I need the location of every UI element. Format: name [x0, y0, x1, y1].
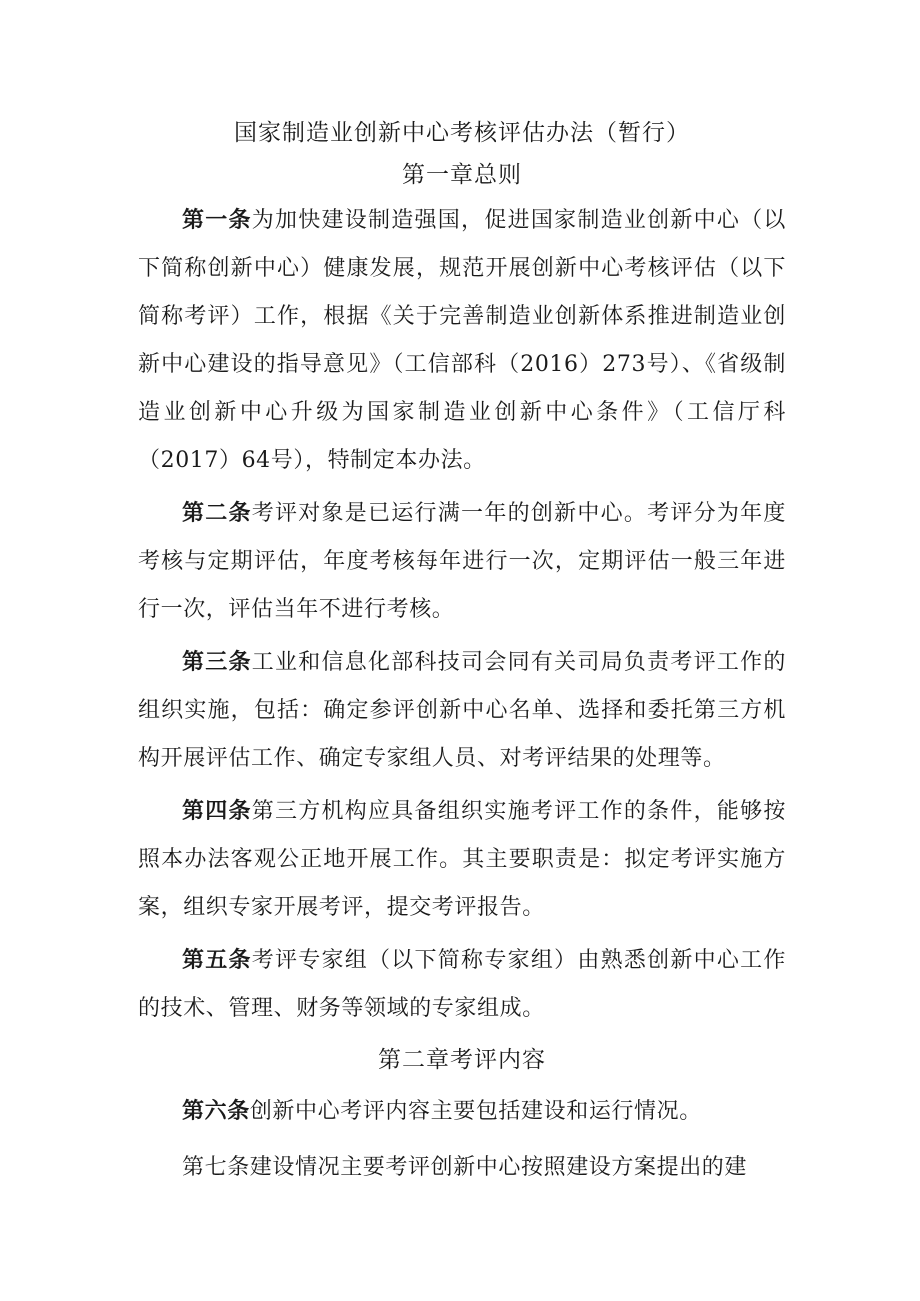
article-2 [138, 489, 786, 634]
article-text: 第七条建设情况主要考评创新中心按照建设方案提出的建 [182, 1155, 748, 1180]
article-4 [138, 787, 786, 932]
article-number: 第四条 [182, 798, 252, 824]
article-text: 创新中心考评内容主要包括建设和运行情况。 [249, 1099, 702, 1124]
chapter-heading-2: 第二章考评内容 [378, 1047, 546, 1073]
article-number: 第二条 [182, 500, 252, 526]
article-6 [138, 1087, 786, 1136]
article-5 [138, 936, 786, 1033]
article-text: 考评专家组（以下简称专家组）由熟悉创新中心工作的技术、管理、财务等领域的专家组成。 [138, 948, 786, 1021]
article-number: 第六条 [182, 1098, 250, 1124]
document-title: 国家制造业创新中心考核评估办法（暂行） [234, 120, 690, 146]
document-page [138, 112, 786, 1196]
article-text: 第三方机构应具备组织实施考评工作的条件，能够按照本办法客观公正地开展工作。其主要职责是：拟定考评实施方案，组织专家开展考评，提交考评报告。 [138, 799, 786, 920]
article-3 [138, 638, 786, 783]
article-number: 第三条 [182, 649, 252, 675]
article-number: 第五条 [182, 947, 252, 973]
chapter-heading-1: 第一章总则 [402, 162, 522, 188]
article-1 [138, 196, 786, 485]
article-7 [138, 1144, 786, 1192]
article-number: 第一条 [182, 207, 252, 233]
article-text: 工业和信息化部科技司会同有关司局负责考评工作的组织实施，包括：确定参评创新中心名单、选择和委托第三方机构开展评估工作、确定专家组人员、对考评结果的处理等。 [138, 650, 786, 771]
article-text: 考评对象是已运行满一年的创新中心。考评分为年度考核与定期评估，年度考核每年进行一次，定期评估一般三年进行一次，评估当年不进行考核。 [138, 501, 786, 622]
article-text: 为加快建设制造强国，促进国家制造业创新中心（以下简称创新中心）健康发展，规范开展创新中心考核评估（以下简称考评）工作，根据《关于完善制造业创新体系推进制造业创新中心建设的指导意见》（工信部科（2016）273号）、《省级制造业创新中心升级为国家制造业创新中心条件》（工信厅科（2017）64号），特制定本办法。 [138, 208, 786, 473]
